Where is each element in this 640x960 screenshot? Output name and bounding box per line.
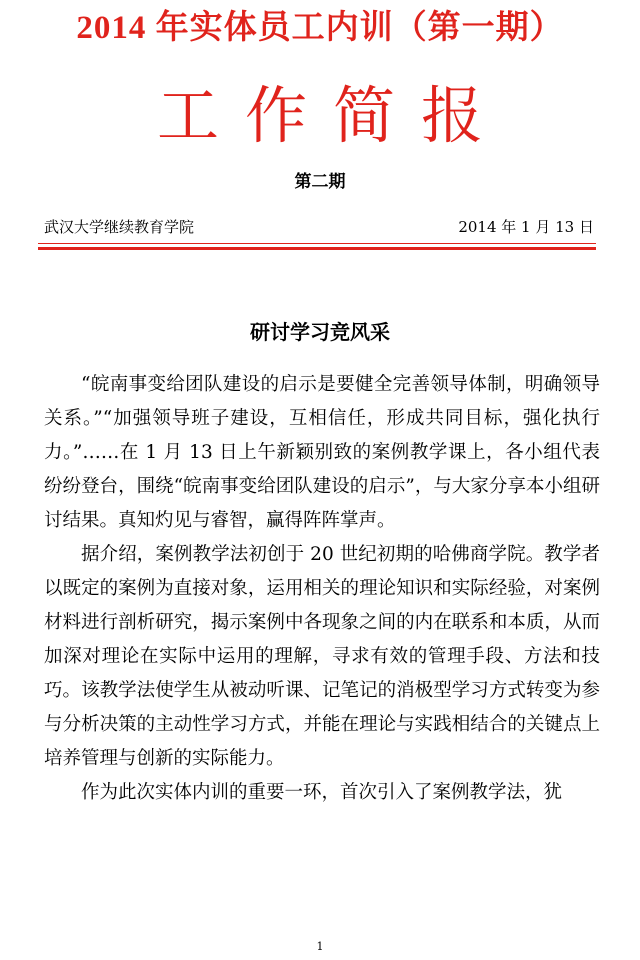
article-paragraph: 据介绍，案例教学法初创于 20 世纪初期的哈佛商学院。教学者以既定的案例为直接对象，运用相关的理论知识和实际经验，对案例材料进行剖析研究，揭示案例中各现象之间的内在联系和本质，从而加深对理论在实际中运用的理解，寻求有效的管理手段、方法和技巧。该教学法使学生从被动听课、记笔记的消极型学习方式转变为参与分析决策的主动性学习方式，并能在理论与实践相结合的关键点上培养管理与创新的实际能力。 [44, 544, 600, 769]
bulletin-title: 工作简报 [156, 79, 509, 152]
issue-number: 第二期 [294, 172, 346, 192]
organization-name: 武汉大学继续教育学院 [44, 218, 195, 236]
page-number: 1 [316, 940, 324, 953]
article-paragraph: “皖南事变给团队建设的启示是要健全完善领导体制，明确领导关系。”“加强领导班子建设，互相信任，形成共同目标，强化执行力。”……在 1 月 13 日上午新颖别致的案例教学课上，各小组代表纷纷登台，围绕“皖南事变给团队建设的启示”，与大家分享本小组研讨结果。真知灼见与睿智，赢得阵阵掌声。 [44, 374, 600, 531]
header-divider-thick [38, 247, 596, 250]
article-title: 研讨学习竞风采 [250, 320, 390, 344]
publish-date: 2014 年 1 月 13 日 [458, 218, 594, 236]
article-paragraph: 作为此次实体内训的重要一环，首次引入了案例教学法，犹 [81, 782, 563, 803]
header-divider-thin [38, 243, 596, 244]
article-body [44, 368, 600, 810]
program-title: 2014 年实体员工内训（第一期） [76, 10, 564, 46]
